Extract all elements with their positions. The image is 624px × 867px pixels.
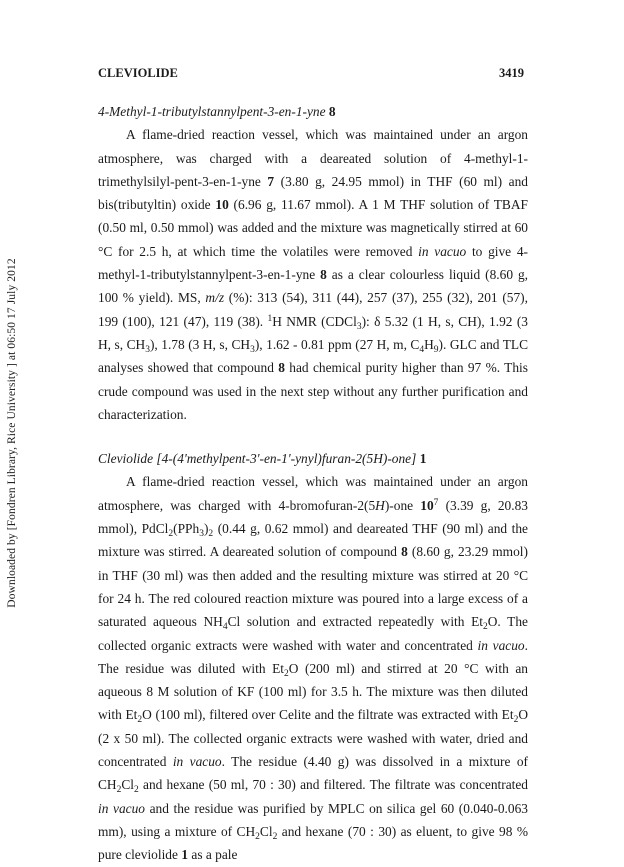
- page-number: 3419: [499, 66, 524, 80]
- running-title: CLEVIOLIDE: [98, 66, 178, 80]
- article-body: [98, 100, 528, 867]
- paragraph-stannane-synthesis: A flame-dried reaction vessel, which was maintained under an argon atmosphere, was charged with a deareated solution of 4-methyl-1-trimethylsilyl-pent-3-en-1-yne 7 (3.80 g, 24.95 mmol) in THF (60 ml) and bis(tributyltin) oxide 10 (6.96 g, 11.67 mmol). A 1 M THF solution of TBAF (0.50 ml, 0.50 mmol) was added and the mixture was magnetically stirred at 60 °C for 2.5 h, at which time the volatiles were removed in vacuo to give 4-methyl-1-tributylstannylpent-3-en-1-yne 8 as a clear colourless liquid (8.60 g, 100 % yield). MS, m/z (%): 313 (54), 311 (44), 257 (37), 255 (32), 201 (57), 199 (100), 121 (47), 119 (38). $^1$H NMR (CDCl$_3$): δ 5.32 (1 H, s, CH), 1.92 (3 H, s, $CH_3$), 1.78 (3 H, s, $CH_3$), 1.62 - 0.81 ppm (27 H, m, $C_4H_9$). GLC and TLC analyses showed that compound 8 had chemical purity higher than 97 %. This crude compound was used in the next step without any further purification and characterization.: [98, 127, 529, 422]
- section-heading-stannane: 4-Methyl-1-tributylstannylpent-3-en-1-yne 8: [98, 104, 336, 119]
- paragraph-cleviolide-synthesis: A flame-dried reaction vessel, which was maintained under an argon atmosphere, was charged with 4-bromofuran-2(5H)-one $10^7$ (3.39 g, 20.83 mmol), $PdCl_2(PPh_3)_2$ (0.44 g, 0.62 mmol) and deareated THF (90 ml) and the mixture was stirred. A deareated solution of compound 8 (8.60 g, 23.29 mmol) in THF (30 ml) was then added and the resulting mixture was stirred at 20 °C for 24 h. The red coloured reaction mixture was poured into a large excess of a saturated aqueous $NH_4Cl$ solution and extracted repeatedly with $Et_2O$. The collected organic extracts were washed with water and concentrated in vacuo. The residue was diluted with $Et_2O$ (200 ml) and stirred at 20 °C with an aqueous 8 M solution of KF (100 ml) for 3.5 h. The mixture was then diluted with $Et_2O$ (100 ml), filtered over Celite and the filtrate was extracted with $Et_2O$ (2 x 50 ml). The collected organic extracts were washed with water, dried and concentrated in vacuo. The residue (4.40 g) was dissolved in a mixture of $CH_2Cl_2$ and hexane (50 ml, 70 : 30) and filtered. The filtrate was concentrated in vacuo and the residue was purified by MPLC on silica gel 60 (0.040-0.063 mm), using a mixture of $CH_2Cl_2$ and hexane (70 : 30) as eluent, to give 98 % pure cleviolide 1 as a pale: [98, 474, 529, 863]
- section-heading-cleviolide: Cleviolide [4-(4'methylpent-3'-en-1'-ynyl)furan-2(5H)-one] 1: [98, 451, 427, 467]
- download-watermark: Downloaded by [Fondren Library, Rice University ] at 06:50 17 July 2012: [6, 258, 18, 608]
